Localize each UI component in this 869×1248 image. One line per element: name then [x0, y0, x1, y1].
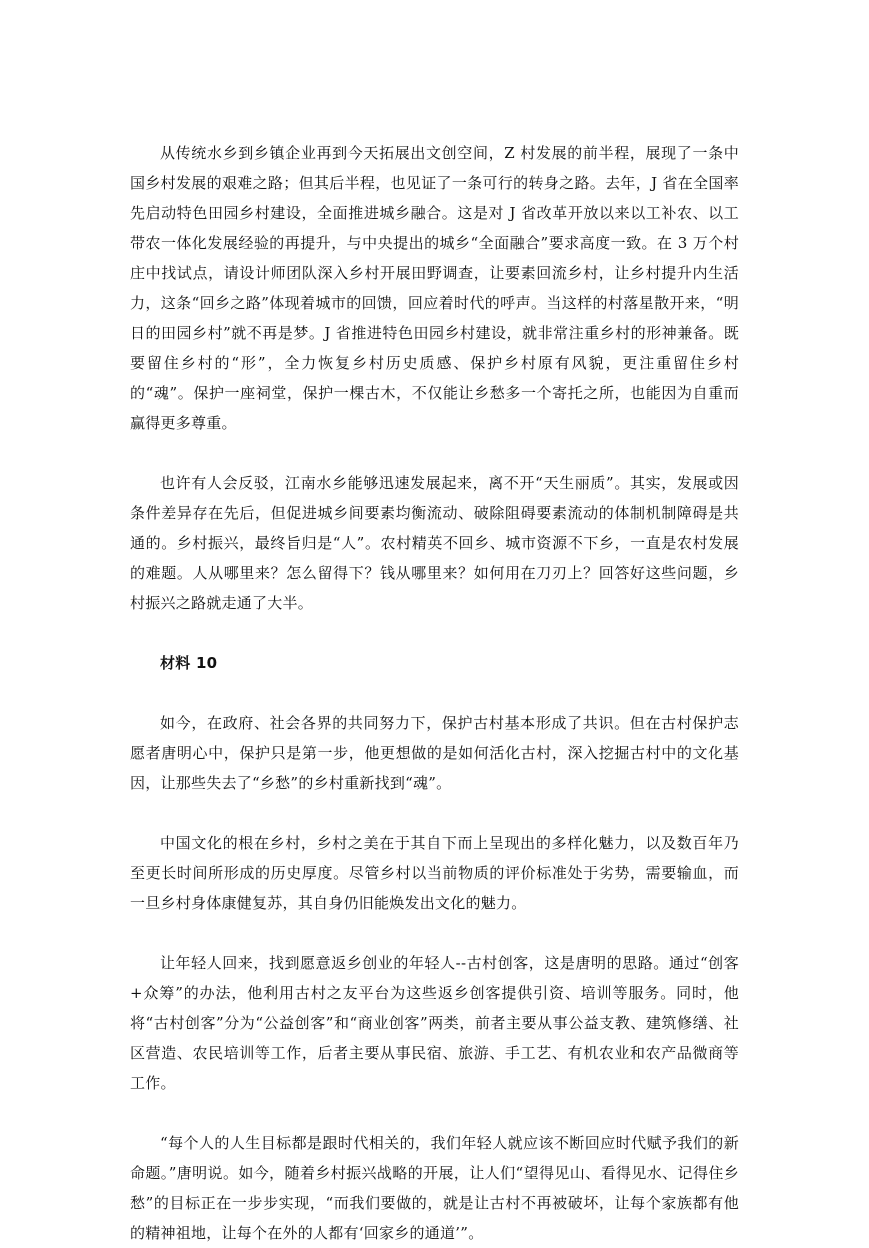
- material-10-heading: 材料 10: [160, 654, 218, 672]
- paragraph-life-goals: “每个人的人生目标都是跟时代相关的，我们年轻人就应该不断回应时代赋予我们的新命题。”唐明说。如今，随着乡村振兴战略的开展，让人们“望得见山、看得见水、记得住乡愁”的目标正在一步步实现，“而我们要做的，就是让古村不再被破坏，让每个家族都有他的精神祖地，让每个在外的人都有‘回家乡的通道’”。: [130, 1134, 739, 1242]
- paragraph-z-village: 从传统水乡到乡镇企业再到今天拓展出文创空间，Z 村发展的前半程，展现了一条中国乡村发展的艰难之路；但其后半程，也见证了一条可行的转身之路。去年，J 省在全国率先启动特色田园乡村建设，全面推进城乡融合。这是对 J 省改革开放以来以工补农、以工带农一体化发展经验的再提升，与中央提出的城乡“全面融合”要求高度一致。在 3 万个村庄中找试点，请设计师团队深入乡村开展田野调查，让要素回流乡村，让乡村提升内生活力，这条“回乡之路”体现着城市的回馈，回应着时代的呼声。当这样的村落星散开来，“明日的田园乡村”就不再是梦。J 省推进特色田园乡村建设，就非常注重乡村的形神兼备。既要留住乡村的“形”，全力恢复乡村历史质感、保护乡村原有风貌，更注重留住乡村的“魂”。保护一座祠堂，保护一棵古木，不仅能让乡愁多一个寄托之所，也能因为自重而赢得更多尊重。: [130, 144, 739, 432]
- paragraph-village-makers: 让年轻人回来，找到愿意返乡创业的年轻人--古村创客，这是唐明的思路。通过“创客+众筹”的办法，他利用古村之友平台为这些返乡创客提供引资、培训等服务。同时，他将“古村创客”分为“公益创客”和“商业创客”两类，前者主要从事公益支教、建筑修缮、社区营造、农民培训等工作，后者主要从事民宿、旅游、手工艺、有机农业和农产品微商等工作。: [130, 954, 739, 1092]
- paragraph-tang-ming-protection: 如今，在政府、社会各界的共同努力下，保护古村基本形成了共识。但在古村保护志愿者唐明心中，保护只是第一步，他更想做的是如何活化古村，深入挖掘古村中的文化基因，让那些失去了“乡愁”的乡村重新找到“魂”。: [130, 714, 739, 792]
- paragraph-rebuttal: 也许有人会反驳，江南水乡能够迅速发展起来，离不开“天生丽质”。其实，发展或因条件差异存在先后，但促进城乡间要素均衡流动、破除阻碍要素流动的体制机制障碍是共通的。乡村振兴，最终旨归是“人”。农村精英不回乡、城市资源不下乡，一直是农村发展的难题。人从哪里来？怎么留得下？钱从哪里来？如何用在刀刃上？回答好这些问题，乡村振兴之路就走通了大半。: [130, 474, 739, 612]
- paragraph-rural-culture: 中国文化的根在乡村，乡村之美在于其自下而上呈现出的多样化魅力，以及数百年乃至更长时间所形成的历史厚度。尽管乡村以当前物质的评价标准处于劣势，需要输血，而一旦乡村身体康健复苏，其自身仍旧能焕发出文化的魅力。: [130, 834, 739, 912]
